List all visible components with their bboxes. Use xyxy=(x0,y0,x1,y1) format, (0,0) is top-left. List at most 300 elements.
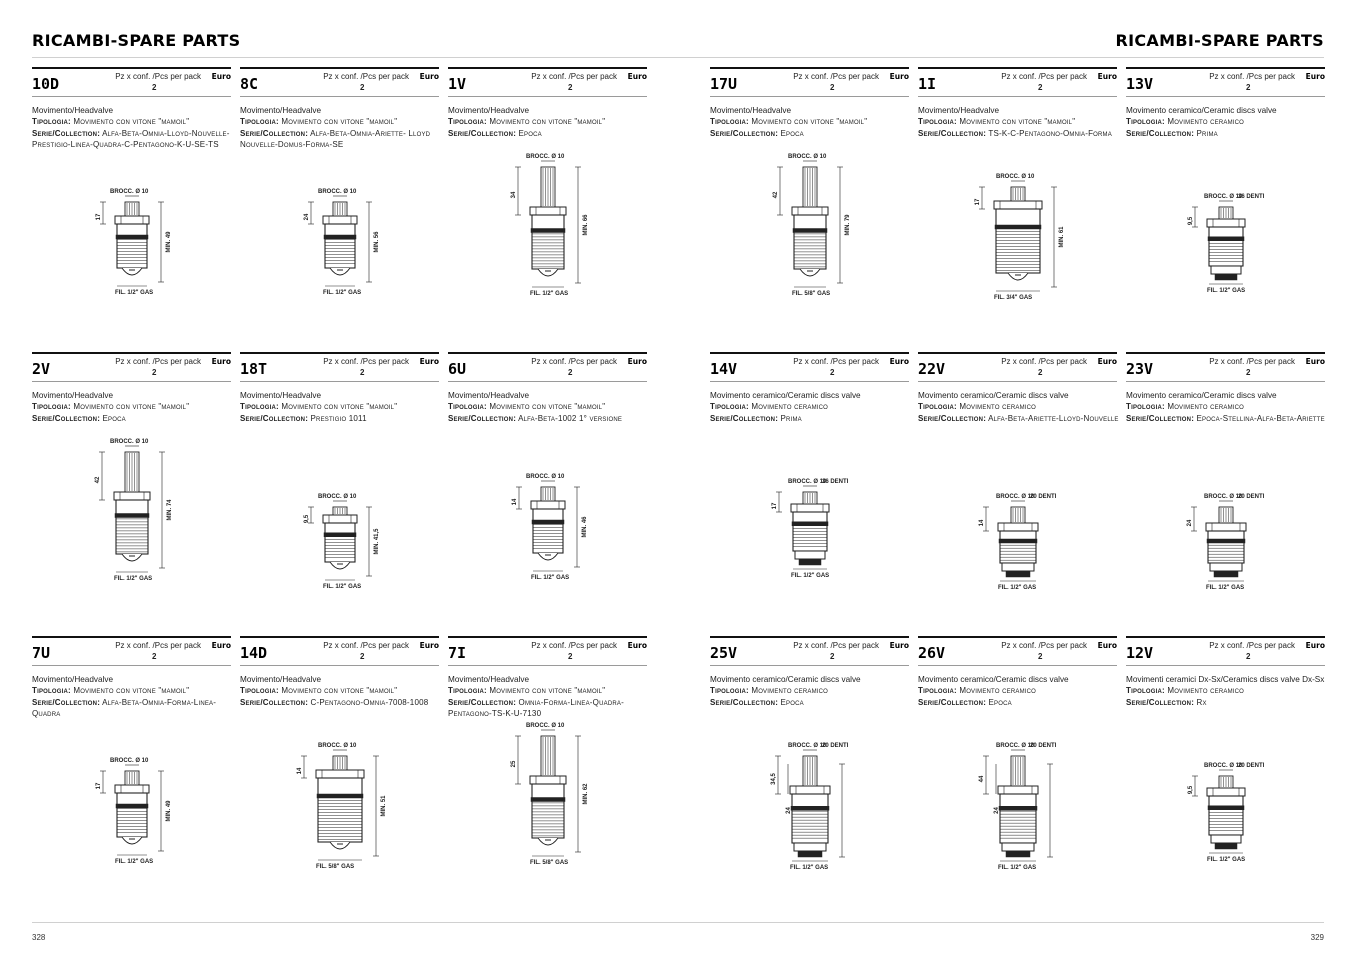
dimension-min-label: MIN. 61 xyxy=(1059,226,1065,248)
thread-label: FIL. 5/8" GAS xyxy=(792,291,831,297)
brocc-label: BROCC. Ø 10 xyxy=(526,154,565,160)
tipologia-label: Tipologia: xyxy=(1126,402,1165,412)
euro-label: Euro xyxy=(419,641,439,650)
description-title: Movimento ceramico/Ceramic discs valve xyxy=(918,675,1069,684)
dimension-height-label: 17 xyxy=(96,213,102,221)
footer-divider xyxy=(32,922,1324,923)
part-description xyxy=(32,674,233,719)
serie-line xyxy=(1126,128,1327,139)
tipologia-line xyxy=(1126,116,1327,127)
card-header xyxy=(710,638,909,666)
serie-line xyxy=(32,413,233,424)
brocc-label: BROCC. Ø 10 xyxy=(110,189,149,195)
drawing-area xyxy=(448,147,647,347)
drawing-area xyxy=(710,147,909,347)
pack-quantity-label: Pz x conf. /Pcs per pack xyxy=(115,357,201,366)
serie-label: Serie/Collection: xyxy=(32,697,101,707)
serie-label: Serie/Collection: xyxy=(240,697,309,707)
dimension-height-label: 17 xyxy=(96,782,102,790)
serie-value: Alfa-Beta-Omnia-Ariette- Lloyd Nouvelle-Domus-Forma-SE xyxy=(240,128,431,149)
card-header xyxy=(32,69,231,97)
dimension-min-label: MIN. 62 xyxy=(583,783,589,805)
card-header xyxy=(32,354,231,382)
part-description xyxy=(1126,674,1327,708)
drawing-area xyxy=(448,716,647,916)
pack-quantity-label: Pz x conf. /Pcs per pack xyxy=(531,357,617,366)
description-title: Movimento/Headvalve xyxy=(32,106,114,115)
serie-value: Prima xyxy=(780,413,802,423)
pack-quantity-label: Pz x conf. /Pcs per pack xyxy=(793,641,879,650)
dimension-height-label: 34,5 xyxy=(771,773,777,785)
part-card xyxy=(710,636,909,918)
euro-label: Euro xyxy=(627,72,647,81)
denti-label: 20 DENTI xyxy=(1238,494,1265,500)
brocc-label: BROCC. Ø 10 xyxy=(1204,194,1243,200)
tipologia-value: Movimento con vitone "mamoil" xyxy=(489,402,606,412)
thread-label: FIL. 1/2" GAS xyxy=(115,290,154,296)
cartridge-drawing xyxy=(710,147,909,347)
tipologia-label: Tipologia: xyxy=(32,117,71,127)
dimension-min-label: MIN. 49 xyxy=(166,800,172,822)
part-card xyxy=(32,636,231,918)
dimension-height-label: 34 xyxy=(511,191,517,199)
tipologia-value: Movimento con vitone "mamoil" xyxy=(751,117,868,127)
dimension-height-label: 25 xyxy=(511,760,517,768)
part-card xyxy=(918,67,1117,349)
dimension-min-label: 24 xyxy=(994,807,1000,814)
cartridge-drawing xyxy=(918,147,1117,347)
serie-label: Serie/Collection: xyxy=(240,413,309,423)
tipologia-line xyxy=(710,685,911,696)
description-title: Movimento ceramico/Ceramic discs valve xyxy=(918,391,1069,400)
dimension-height-label: 42 xyxy=(773,191,779,199)
dimension-height-label: 14 xyxy=(512,498,518,506)
part-card xyxy=(448,67,647,349)
card-header xyxy=(448,354,647,382)
brocc-label: BROCC. Ø 10 xyxy=(318,743,357,749)
brocc-label: BROCC. Ø 10 xyxy=(110,439,149,445)
drawing-area xyxy=(448,432,647,632)
dimension-height-label: 17 xyxy=(772,502,778,510)
thread-label: FIL. 5/8" GAS xyxy=(316,864,355,870)
part-code: 13V xyxy=(1126,75,1154,93)
drawing-area xyxy=(918,432,1117,632)
tipologia-value: Movimento ceramico xyxy=(1167,686,1245,696)
tipologia-value: Movimento con vitone "mamoil" xyxy=(489,117,606,127)
serie-line xyxy=(710,697,911,708)
cartridge-drawing xyxy=(448,432,647,632)
part-card xyxy=(32,352,231,634)
drawing-area xyxy=(710,432,909,632)
pack-quantity-label: Pz x conf. /Pcs per pack xyxy=(1209,72,1295,81)
serie-label: Serie/Collection: xyxy=(710,697,779,707)
pack-quantity-value: 2 xyxy=(152,652,157,661)
drawing-area xyxy=(240,432,439,632)
serie-label: Serie/Collection: xyxy=(1126,413,1195,423)
thread-label: FIL. 1/2" GAS xyxy=(998,865,1037,871)
part-description xyxy=(240,390,441,424)
denti-label: 36 DENTI xyxy=(1238,194,1265,200)
tipologia-line xyxy=(710,116,911,127)
serie-label: Serie/Collection: xyxy=(1126,697,1195,707)
cartridge-drawing xyxy=(710,432,909,632)
tipologia-label: Tipologia: xyxy=(710,117,749,127)
tipologia-line xyxy=(918,401,1119,412)
serie-value: Epoca xyxy=(988,697,1012,707)
page-number-right: 329 xyxy=(1310,933,1324,942)
thread-label: FIL. 5/8" GAS xyxy=(530,860,569,866)
cartridge-drawing xyxy=(32,716,231,916)
description-title: Movimento/Headvalve xyxy=(32,391,114,400)
card-header xyxy=(1126,354,1325,382)
card-header xyxy=(1126,638,1325,666)
part-description xyxy=(448,390,649,424)
dimension-height-label: 24 xyxy=(1187,519,1193,527)
drawing-area xyxy=(1126,716,1325,916)
euro-label: Euro xyxy=(1305,72,1325,81)
tipologia-line xyxy=(240,401,441,412)
part-description xyxy=(32,105,233,150)
card-header xyxy=(710,354,909,382)
serie-value: Prima xyxy=(1196,128,1218,138)
pack-quantity-value: 2 xyxy=(1038,368,1043,377)
pack-quantity-value: 2 xyxy=(1038,652,1043,661)
tipologia-value: Movimento con vitone "mamoil" xyxy=(73,402,190,412)
part-card xyxy=(448,352,647,634)
euro-label: Euro xyxy=(419,357,439,366)
part-code: 17U xyxy=(710,75,738,93)
serie-value: Epoca xyxy=(780,697,804,707)
serie-line xyxy=(918,413,1119,424)
tipologia-label: Tipologia: xyxy=(448,686,487,696)
serie-value: TS-K-C-Pentagono-Omnia-Forma xyxy=(988,128,1112,138)
serie-label: Serie/Collection: xyxy=(448,128,517,138)
drawing-area xyxy=(1126,432,1325,632)
serie-label: Serie/Collection: xyxy=(918,128,987,138)
dimension-min-label: MIN. 49 xyxy=(166,231,172,253)
page-title-right: RICAMBI-SPARE PARTS xyxy=(1115,31,1324,50)
serie-line xyxy=(240,697,441,708)
tipologia-value: Movimento con vitone "mamoil" xyxy=(959,117,1076,127)
serie-line xyxy=(918,128,1119,139)
serie-line xyxy=(240,413,441,424)
part-description xyxy=(240,105,441,150)
part-card xyxy=(710,352,909,634)
pack-quantity-value: 2 xyxy=(1246,652,1251,661)
serie-value: Rx xyxy=(1196,697,1207,707)
part-card xyxy=(1126,636,1325,918)
cartridge-drawing xyxy=(32,432,231,632)
tipologia-label: Tipologia: xyxy=(1126,686,1165,696)
serie-label: Serie/Collection: xyxy=(710,413,779,423)
pack-quantity-value: 2 xyxy=(360,83,365,92)
serie-line xyxy=(918,697,1119,708)
page-title-left: RICAMBI-SPARE PARTS xyxy=(32,31,241,50)
tipologia-line xyxy=(1126,401,1327,412)
thread-label: FIL. 1/2" GAS xyxy=(791,573,830,579)
drawing-area xyxy=(710,716,909,916)
tipologia-value: Movimento ceramico xyxy=(751,402,829,412)
description-title: Movimento/Headvalve xyxy=(32,675,114,684)
euro-label: Euro xyxy=(1305,641,1325,650)
euro-label: Euro xyxy=(211,72,231,81)
dimension-height-label: 44 xyxy=(979,775,985,783)
euro-label: Euro xyxy=(627,357,647,366)
brocc-label: BROCC. Ø 10 xyxy=(526,474,565,480)
dimension-min-label: MIN. 79 xyxy=(845,214,851,236)
dimension-min-label: MIN. 46 xyxy=(582,516,588,538)
tipologia-line xyxy=(448,685,649,696)
denti-label: 20 DENTI xyxy=(1238,763,1265,769)
tipologia-line xyxy=(32,685,233,696)
serie-value: Epoca xyxy=(780,128,804,138)
pack-quantity-label: Pz x conf. /Pcs per pack xyxy=(1001,357,1087,366)
tipologia-label: Tipologia: xyxy=(710,402,749,412)
part-card xyxy=(1126,352,1325,634)
dimension-min-label: MIN. 41,5 xyxy=(374,528,380,555)
part-card xyxy=(32,67,231,349)
pack-quantity-label: Pz x conf. /Pcs per pack xyxy=(793,72,879,81)
dimension-height-label: 24 xyxy=(304,213,310,221)
cartridge-drawing xyxy=(448,147,647,347)
description-title: Movimento/Headvalve xyxy=(240,675,322,684)
part-description xyxy=(1126,390,1327,424)
dimension-min-label: MIN. 66 xyxy=(583,214,589,236)
pack-quantity-label: Pz x conf. /Pcs per pack xyxy=(531,72,617,81)
serie-line xyxy=(448,413,649,424)
serie-label: Serie/Collection: xyxy=(32,128,101,138)
euro-label: Euro xyxy=(419,72,439,81)
card-header xyxy=(448,69,647,97)
tipologia-line xyxy=(1126,685,1327,696)
tipologia-value: Movimento ceramico xyxy=(751,686,829,696)
drawing-area xyxy=(32,716,231,916)
pack-quantity-value: 2 xyxy=(1246,83,1251,92)
part-card xyxy=(240,67,439,349)
cartridge-drawing xyxy=(1126,147,1325,347)
serie-line xyxy=(710,128,911,139)
tipologia-label: Tipologia: xyxy=(1126,117,1165,127)
card-header xyxy=(32,638,231,666)
pack-quantity-value: 2 xyxy=(360,368,365,377)
description-title: Movimento/Headvalve xyxy=(710,106,792,115)
part-description xyxy=(918,674,1119,708)
drawing-area xyxy=(32,432,231,632)
part-description xyxy=(448,105,649,139)
thread-label: FIL. 1/2" GAS xyxy=(998,585,1037,591)
cartridge-drawing xyxy=(240,147,439,347)
tipologia-value: Movimento ceramico xyxy=(1167,117,1245,127)
part-code: 7U xyxy=(32,644,51,662)
thread-label: FIL. 1/2" GAS xyxy=(115,859,154,865)
part-description xyxy=(1126,105,1327,139)
thread-label: FIL. 1/2" GAS xyxy=(1207,288,1246,294)
part-code: 1V xyxy=(448,75,467,93)
part-card xyxy=(240,352,439,634)
euro-label: Euro xyxy=(889,641,909,650)
dimension-height-label: 17 xyxy=(975,198,981,206)
euro-label: Euro xyxy=(1097,72,1117,81)
description-title: Movimento/Headvalve xyxy=(448,675,530,684)
card-header xyxy=(448,638,647,666)
cartridge-drawing xyxy=(448,716,647,916)
serie-value: C-Pentagono-Omnia-7008-1008 xyxy=(310,697,429,707)
serie-label: Serie/Collection: xyxy=(918,413,987,423)
dimension-height-label: 14 xyxy=(979,519,985,527)
thread-label: FIL. 1/2" GAS xyxy=(531,575,570,581)
dimension-min-label: 24 xyxy=(786,807,792,814)
tipologia-value: Movimento con vitone "mamoil" xyxy=(281,402,398,412)
pack-quantity-value: 2 xyxy=(152,368,157,377)
part-code: 14V xyxy=(710,360,738,378)
part-code: 1I xyxy=(918,75,937,93)
thread-label: FIL. 1/2" GAS xyxy=(114,576,153,582)
card-header xyxy=(918,69,1117,97)
cartridge-drawing xyxy=(240,716,439,916)
part-description xyxy=(240,674,441,708)
thread-label: FIL. 3/4" GAS xyxy=(994,295,1033,301)
part-code: 6U xyxy=(448,360,467,378)
serie-line xyxy=(448,128,649,139)
pack-quantity-value: 2 xyxy=(830,652,835,661)
pack-quantity-value: 2 xyxy=(152,83,157,92)
part-code: 2V xyxy=(32,360,51,378)
cartridge-drawing xyxy=(918,716,1117,916)
tipologia-label: Tipologia: xyxy=(240,402,279,412)
part-card xyxy=(918,636,1117,918)
part-card xyxy=(1126,67,1325,349)
cartridge-drawing xyxy=(1126,716,1325,916)
thread-label: FIL. 1/2" GAS xyxy=(790,865,829,871)
drawing-area xyxy=(1126,147,1325,347)
pack-quantity-label: Pz x conf. /Pcs per pack xyxy=(1001,641,1087,650)
pack-quantity-value: 2 xyxy=(1246,368,1251,377)
pack-quantity-label: Pz x conf. /Pcs per pack xyxy=(1001,72,1087,81)
tipologia-line xyxy=(32,116,233,127)
dimension-height-label: 42 xyxy=(95,476,101,484)
denti-label: 20 DENTI xyxy=(1030,494,1057,500)
drawing-area xyxy=(240,147,439,347)
drawing-area xyxy=(918,147,1117,347)
pack-quantity-label: Pz x conf. /Pcs per pack xyxy=(793,357,879,366)
pack-quantity-value: 2 xyxy=(830,368,835,377)
part-description xyxy=(32,390,233,424)
pack-quantity-label: Pz x conf. /Pcs per pack xyxy=(323,357,409,366)
tipologia-label: Tipologia: xyxy=(240,686,279,696)
tipologia-label: Tipologia: xyxy=(918,402,957,412)
tipologia-label: Tipologia: xyxy=(32,402,71,412)
thread-label: FIL. 1/2" GAS xyxy=(323,290,362,296)
card-header xyxy=(240,354,439,382)
serie-label: Serie/Collection: xyxy=(710,128,779,138)
tipologia-line xyxy=(448,116,649,127)
tipologia-line xyxy=(710,401,911,412)
part-code: 25V xyxy=(710,644,738,662)
brocc-label: BROCC. Ø 10 xyxy=(788,479,827,485)
tipologia-label: Tipologia: xyxy=(448,402,487,412)
tipologia-label: Tipologia: xyxy=(918,686,957,696)
drawing-area xyxy=(918,716,1117,916)
tipologia-label: Tipologia: xyxy=(240,117,279,127)
drawing-area xyxy=(32,147,231,347)
serie-label: Serie/Collection: xyxy=(448,413,517,423)
tipologia-value: Movimento ceramico xyxy=(1167,402,1245,412)
card-header xyxy=(918,354,1117,382)
serie-line xyxy=(1126,413,1327,424)
euro-label: Euro xyxy=(1097,357,1117,366)
euro-label: Euro xyxy=(889,357,909,366)
pack-quantity-label: Pz x conf. /Pcs per pack xyxy=(531,641,617,650)
description-title: Movimento/Headvalve xyxy=(448,106,530,115)
tipologia-value: Movimento con vitone "mamoil" xyxy=(489,686,606,696)
pack-quantity-value: 2 xyxy=(830,83,835,92)
part-card xyxy=(710,67,909,349)
description-title: Movimento ceramico/Ceramic discs valve xyxy=(710,391,861,400)
brocc-label: BROCC. Ø 10 xyxy=(1204,494,1243,500)
euro-label: Euro xyxy=(211,357,231,366)
dimension-height-label: 9,5 xyxy=(1188,216,1194,226)
brocc-label: BROCC. Ø 10 xyxy=(996,494,1035,500)
pack-quantity-label: Pz x conf. /Pcs per pack xyxy=(323,72,409,81)
cartridge-drawing xyxy=(710,716,909,916)
part-code: 14D xyxy=(240,644,268,662)
serie-value: Epoca xyxy=(102,413,126,423)
tipologia-line xyxy=(448,401,649,412)
pack-quantity-label: Pz x conf. /Pcs per pack xyxy=(1209,357,1295,366)
card-header xyxy=(1126,69,1325,97)
tipologia-label: Tipologia: xyxy=(32,686,71,696)
serie-value: Omnia-Forma-Linea-Quadra-Pentagono-TS-K-U-7130 xyxy=(448,697,624,718)
brocc-label: BROCC. Ø 10 xyxy=(996,743,1035,749)
part-code: 7I xyxy=(448,644,467,662)
part-description xyxy=(448,674,649,719)
dimension-height-label: 9,5 xyxy=(1188,785,1194,795)
part-code: 26V xyxy=(918,644,946,662)
page-number-left: 328 xyxy=(32,933,46,942)
drawing-area xyxy=(240,716,439,916)
pack-quantity-label: Pz x conf. /Pcs per pack xyxy=(115,72,201,81)
serie-line xyxy=(710,413,911,424)
dimension-height-label: 9,5 xyxy=(304,514,310,524)
serie-value: Epoca xyxy=(518,128,542,138)
brocc-label: BROCC. Ø 10 xyxy=(788,743,827,749)
serie-value: Alfa-Beta-1002 1° versione xyxy=(518,413,623,423)
pack-quantity-value: 2 xyxy=(360,652,365,661)
part-code: 10D xyxy=(32,75,60,93)
thread-label: FIL. 1/2" GAS xyxy=(1207,857,1246,863)
euro-label: Euro xyxy=(211,641,231,650)
denti-label: 36 DENTI xyxy=(822,479,849,485)
tipologia-value: Movimento con vitone "mamoil" xyxy=(281,117,398,127)
description-title: Movimento/Headvalve xyxy=(448,391,530,400)
card-header xyxy=(710,69,909,97)
brocc-label: BROCC. Ø 10 xyxy=(526,723,565,729)
part-code: 8C xyxy=(240,75,259,93)
tipologia-value: Movimento ceramico xyxy=(959,686,1037,696)
part-description xyxy=(710,105,911,139)
description-title: Movimento/Headvalve xyxy=(240,106,322,115)
denti-label: 20 DENTI xyxy=(822,743,849,749)
serie-label: Serie/Collection: xyxy=(1126,128,1195,138)
serie-label: Serie/Collection: xyxy=(918,697,987,707)
part-description xyxy=(710,390,911,424)
brocc-label: BROCC. Ø 10 xyxy=(1204,763,1243,769)
serie-label: Serie/Collection: xyxy=(448,697,517,707)
description-title: Movimento/Headvalve xyxy=(918,106,1000,115)
part-description xyxy=(918,390,1119,424)
euro-label: Euro xyxy=(889,72,909,81)
brocc-label: BROCC. Ø 10 xyxy=(996,174,1035,180)
